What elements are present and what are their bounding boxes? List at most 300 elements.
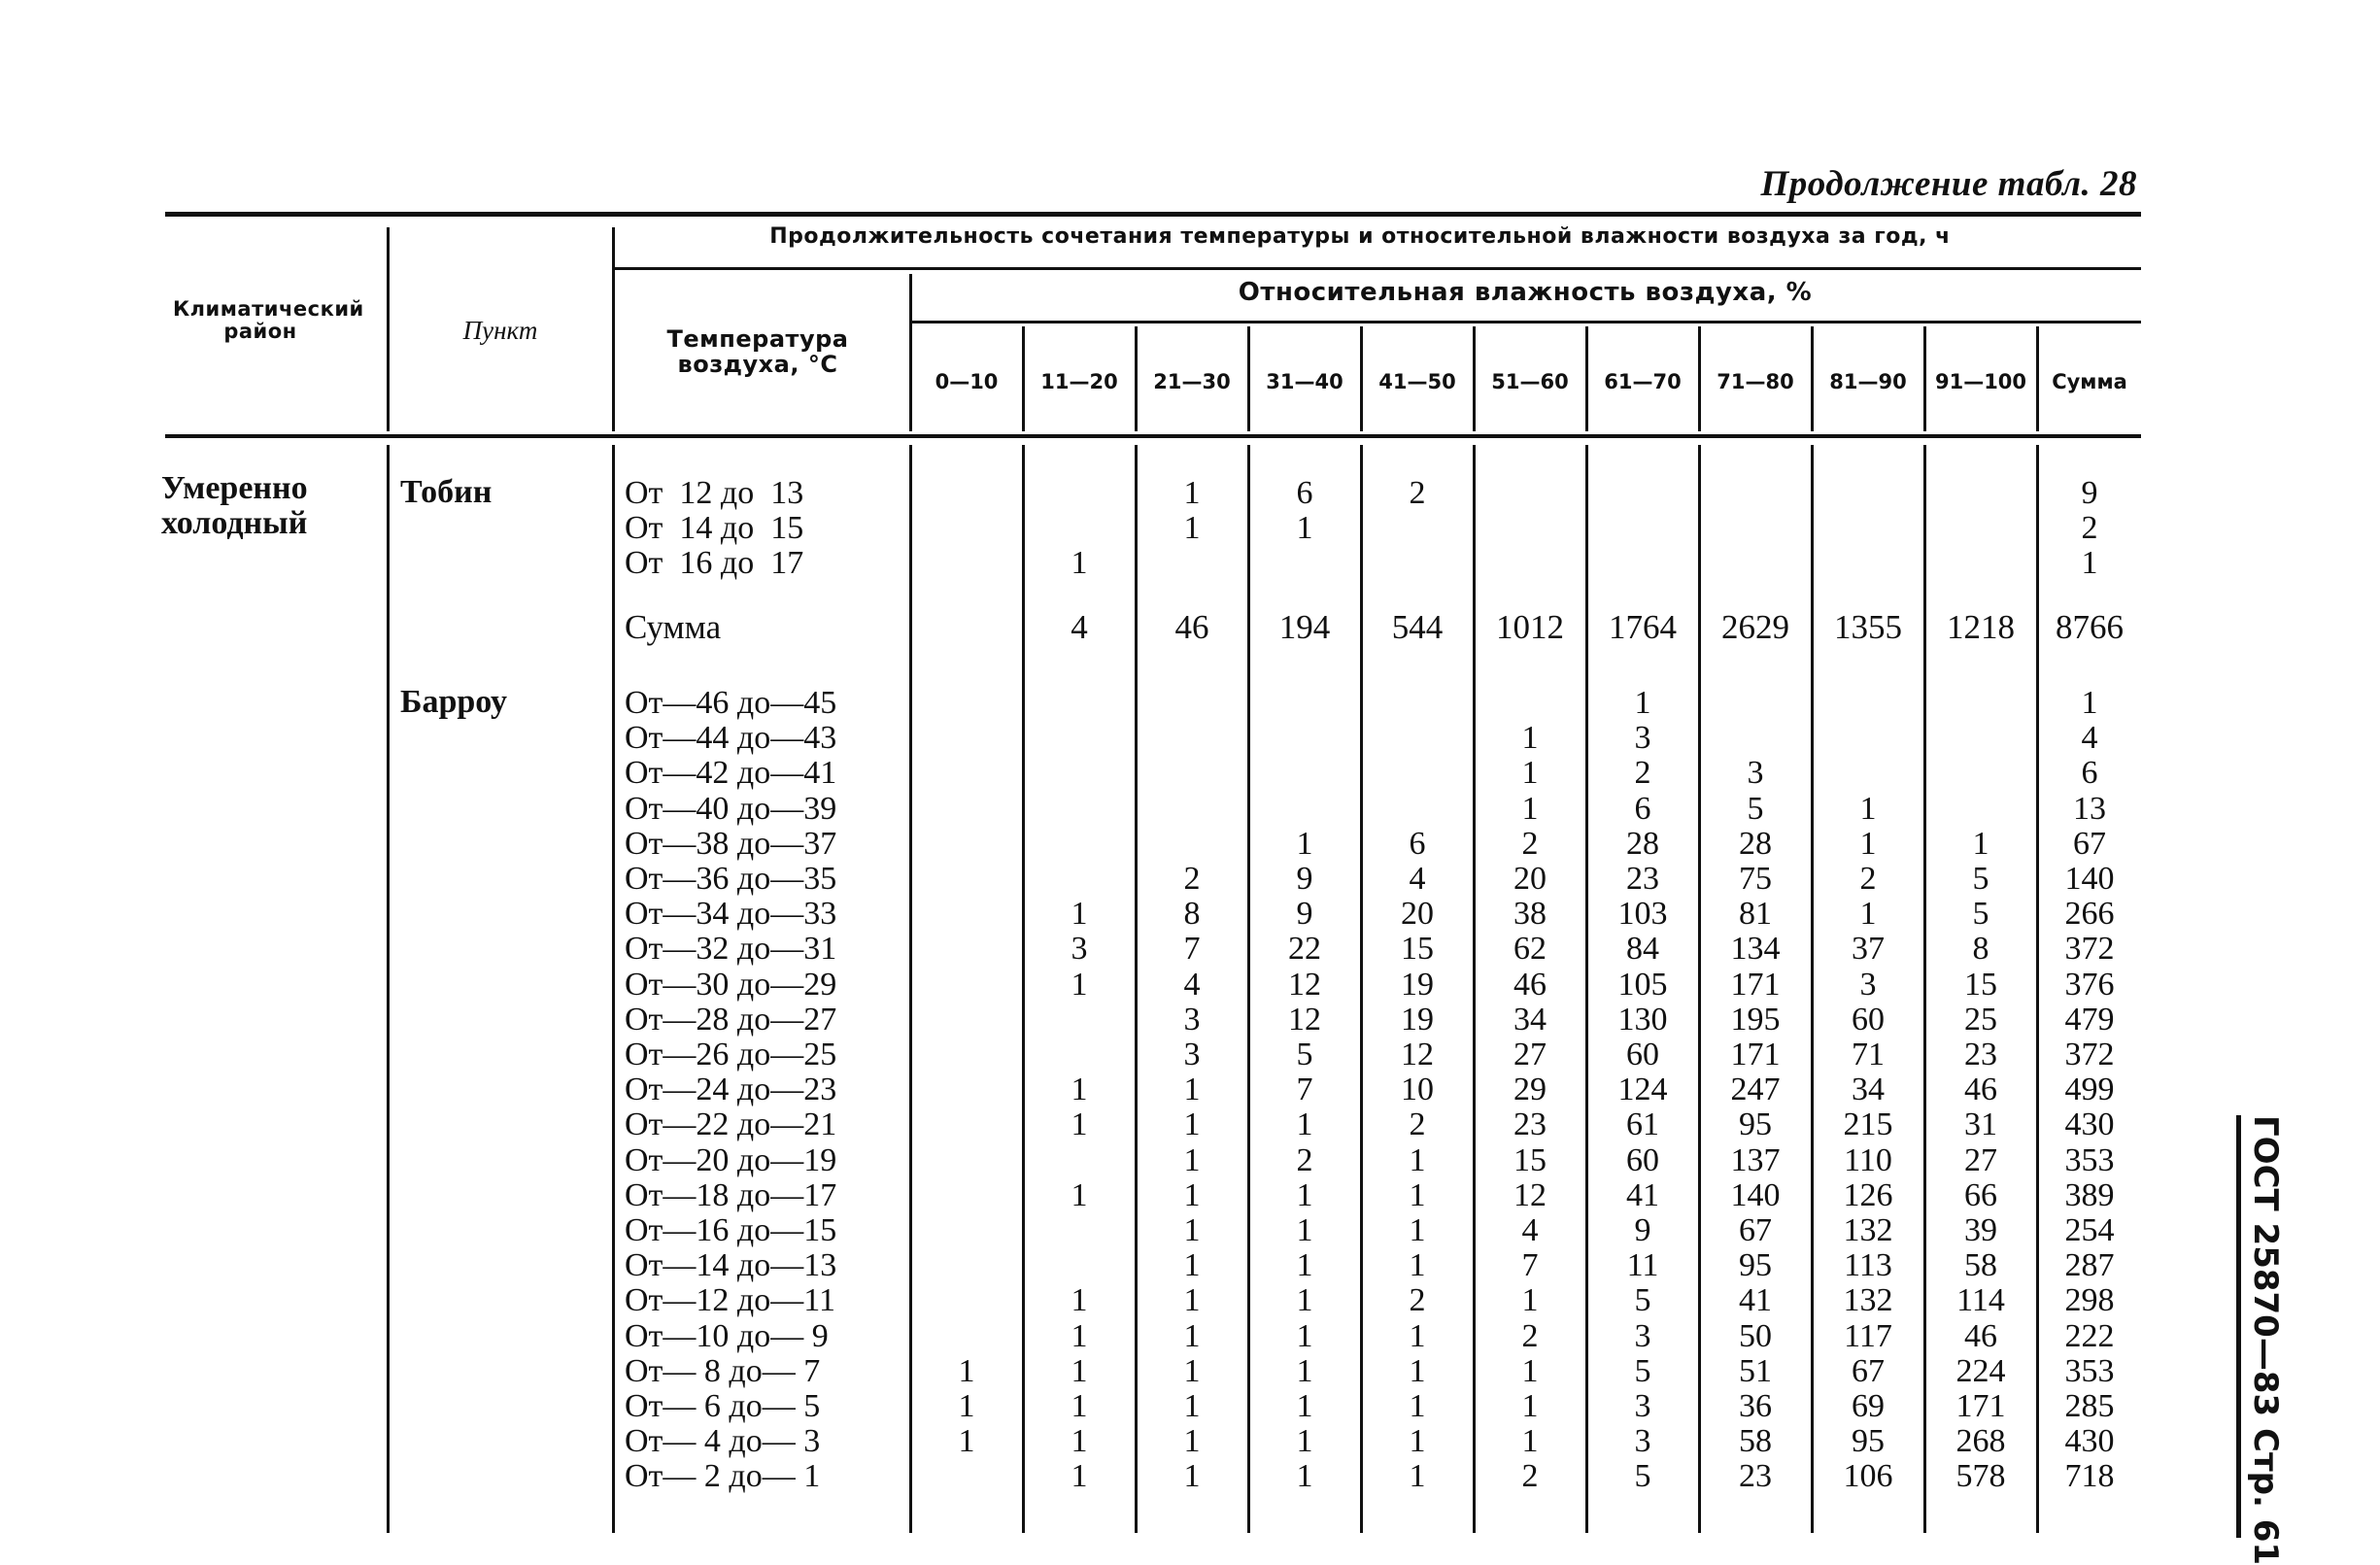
temperature-range: От—36 до—35 <box>625 861 837 897</box>
duration-cell: 7 <box>1296 1072 1313 1108</box>
duration-cell: 1 <box>1071 966 1088 1003</box>
duration-cell: 2 <box>1521 825 1539 862</box>
row-total: 430 <box>2064 1423 2115 1460</box>
table-row <box>0 1038 2380 1072</box>
row-total: 372 <box>2064 931 2115 968</box>
duration-cell: 3 <box>1183 1037 1201 1072</box>
duration-cell: 1 <box>1071 1423 1088 1460</box>
table-row <box>0 1283 2380 1318</box>
duration-cell: 1 <box>1183 1388 1201 1424</box>
duration-cell: 29 <box>1513 1072 1547 1108</box>
row-total: 298 <box>2064 1282 2115 1319</box>
temperature-range: От—24 до—23 <box>625 1072 837 1108</box>
duration-cell: 9 <box>1634 1212 1651 1248</box>
duration-cell: 126 <box>1843 1176 1893 1213</box>
duration-cell: 1 <box>1409 1141 1426 1178</box>
duration-cell: 10 <box>1401 1072 1434 1108</box>
duration-cell: 2 <box>1183 861 1201 897</box>
duration-cell: 171 <box>1955 1388 2006 1424</box>
duration-cell: 3 <box>1071 931 1088 968</box>
duration-cell: 1 <box>1521 755 1539 792</box>
duration-cell: 1 <box>1521 1352 1539 1389</box>
header-divider <box>909 274 912 431</box>
duration-cell: 1 <box>1183 1072 1201 1108</box>
side-label-text: ГОСТ 25870—83 Стр. 61 <box>2246 1115 2285 1565</box>
duration-cell: 7 <box>1521 1247 1539 1284</box>
temperature-range: От—46 до—45 <box>625 685 837 721</box>
duration-cell: 36 <box>1739 1388 1772 1424</box>
table-row <box>0 756 2380 791</box>
duration-cell: 124 <box>1617 1072 1668 1108</box>
row-total: 353 <box>2064 1352 2115 1389</box>
column-header-temperature: Температура воздуха, °С <box>666 325 849 379</box>
duration-cell: 1 <box>1409 1176 1426 1213</box>
duration-cell: 5 <box>1634 1352 1651 1389</box>
duration-cell: 2 <box>1634 755 1651 792</box>
duration-cell: 6 <box>1409 825 1426 862</box>
duration-cell: 15 <box>1401 931 1434 968</box>
table-row <box>0 686 2380 721</box>
duration-cell: 1 <box>1296 1388 1313 1424</box>
duration-group-rule <box>612 267 2141 270</box>
duration-cell: 113 <box>1844 1247 1892 1284</box>
temperature-range: От—16 до—15 <box>625 1212 837 1248</box>
duration-cell: 103 <box>1617 896 1668 933</box>
duration-cell: 23 <box>1739 1458 1772 1495</box>
duration-cell: 1 <box>1296 1212 1313 1248</box>
duration-cell: 20 <box>1401 896 1434 933</box>
duration-cell: 171 <box>1730 1037 1781 1072</box>
row-total: 13 <box>2073 790 2106 827</box>
duration-cell: 27 <box>1513 1037 1547 1072</box>
table-row <box>0 932 2380 967</box>
duration-cell: 1 <box>1071 896 1088 933</box>
duration-cell: 132 <box>1843 1282 1893 1319</box>
duration-cell: 58 <box>1739 1423 1772 1460</box>
humidity-group-rule <box>911 321 2141 323</box>
duration-cell: 1 <box>1071 1317 1088 1354</box>
temperature-range: От—26 до—25 <box>625 1037 837 1072</box>
duration-cell: 1 <box>958 1388 975 1424</box>
row-total: 353 <box>2064 1141 2115 1178</box>
duration-cell: 130 <box>1617 1001 1668 1038</box>
column-header-humidity-range: 91—100 <box>1934 370 2027 393</box>
duration-cell: 1 <box>1521 720 1539 757</box>
duration-cell: 3 <box>1634 1388 1651 1424</box>
duration-cell: 11 <box>1626 1247 1659 1284</box>
temperature-range: От—44 до—43 <box>625 720 837 757</box>
duration-cell: 544 <box>1391 608 1444 646</box>
duration-cell: 1 <box>1183 1458 1201 1495</box>
duration-cell: 3 <box>1859 966 1877 1003</box>
table-row <box>0 721 2380 756</box>
duration-cell: 4 <box>1071 608 1088 646</box>
temperature-range: От—20 до—19 <box>625 1141 837 1178</box>
duration-cell: 27 <box>1964 1141 1997 1178</box>
side-rule <box>2236 1115 2241 1538</box>
row-total: 389 <box>2064 1176 2115 1213</box>
duration-cell: 1 <box>1296 1282 1313 1319</box>
sum-label: Сумма <box>625 608 722 646</box>
duration-cell: 1 <box>1859 896 1877 933</box>
table-row <box>0 1248 2380 1283</box>
duration-cell: 1218 <box>1947 608 2015 646</box>
standard-page-label <box>2234 1115 2293 1565</box>
temperature-range: От—10 до— 9 <box>625 1317 829 1354</box>
temperature-range: От— 8 до— 7 <box>625 1352 821 1389</box>
duration-cell: 62 <box>1513 931 1547 968</box>
row-total: 4 <box>2081 720 2098 757</box>
duration-cell: 1 <box>1183 1352 1201 1389</box>
row-total: 372 <box>2064 1037 2115 1072</box>
duration-cell: 1 <box>1071 1282 1088 1319</box>
duration-cell: 12 <box>1288 1001 1321 1038</box>
row-total: 1 <box>2081 685 2098 721</box>
temperature-range: От— 6 до— 5 <box>625 1388 821 1424</box>
duration-cell: 5 <box>1634 1458 1651 1495</box>
climatic-region: Умеренно холодный <box>161 470 308 541</box>
table-row <box>0 1459 2380 1494</box>
table-row <box>0 1424 2380 1459</box>
sum-row <box>0 610 2380 645</box>
row-total: 8766 <box>2056 608 2124 646</box>
duration-cell: 95 <box>1852 1423 1885 1460</box>
duration-cell: 1 <box>1859 790 1877 827</box>
duration-cell: 81 <box>1739 896 1772 933</box>
row-total: 6 <box>2081 755 2098 792</box>
duration-cell: 12 <box>1513 1176 1547 1213</box>
point-name: Тобин <box>400 474 493 510</box>
row-total: 718 <box>2064 1458 2115 1495</box>
header-bottom-rule <box>165 434 2141 438</box>
duration-cell: 268 <box>1955 1423 2006 1460</box>
column-header-humidity-range: 21—30 <box>1153 370 1231 393</box>
duration-cell: 1 <box>1296 1317 1313 1354</box>
row-total: 67 <box>2073 825 2106 862</box>
duration-cell: 5 <box>1296 1037 1313 1072</box>
table-row <box>0 1072 2380 1107</box>
group-header-duration: Продолжительность сочетания температуры и относительной влажности воздуха за год, ч <box>769 224 1951 249</box>
duration-cell: 1 <box>1183 1247 1201 1284</box>
table-row <box>0 1178 2380 1213</box>
row-total: 2 <box>2081 510 2098 547</box>
duration-cell: 95 <box>1739 1247 1772 1284</box>
temperature-range: От— 4 до— 3 <box>625 1423 821 1460</box>
duration-cell: 1 <box>1296 510 1313 547</box>
duration-cell: 134 <box>1730 931 1781 968</box>
header-divider <box>387 227 390 431</box>
temperature-range: От—22 до—21 <box>625 1106 837 1143</box>
table-row <box>0 792 2380 827</box>
temperature-range: От 14 до 15 <box>625 510 804 547</box>
column-header-humidity-range: 61—70 <box>1604 370 1682 393</box>
duration-cell: 1 <box>1071 1072 1088 1108</box>
duration-cell: 46 <box>1964 1072 1997 1108</box>
duration-cell: 1 <box>1972 825 1989 862</box>
row-total: 430 <box>2064 1106 2115 1143</box>
point-name: Барроу <box>400 684 508 720</box>
duration-cell: 1 <box>1409 1212 1426 1248</box>
duration-cell: 51 <box>1739 1352 1772 1389</box>
duration-cell: 12 <box>1288 966 1321 1003</box>
duration-cell: 1 <box>1183 1212 1201 1248</box>
duration-cell: 224 <box>1955 1352 2006 1389</box>
temperature-range: От—42 до—41 <box>625 755 837 792</box>
duration-cell: 117 <box>1844 1317 1892 1354</box>
row-total: 254 <box>2064 1212 2115 1248</box>
temperature-range: От—38 до—37 <box>625 825 837 862</box>
duration-cell: 58 <box>1964 1247 1997 1284</box>
duration-cell: 50 <box>1739 1317 1772 1354</box>
column-header-humidity-range: 81—90 <box>1829 370 1907 393</box>
duration-cell: 132 <box>1843 1212 1893 1248</box>
duration-cell: 1 <box>1071 1458 1088 1495</box>
row-total: 9 <box>2081 475 2098 511</box>
duration-cell: 2 <box>1521 1458 1539 1495</box>
temperature-range: От—28 до—27 <box>625 1001 837 1038</box>
duration-cell: 19 <box>1401 1001 1434 1038</box>
duration-cell: 1 <box>1409 1317 1426 1354</box>
duration-cell: 71 <box>1852 1037 1885 1072</box>
duration-cell: 41 <box>1739 1282 1772 1319</box>
temperature-range: От—14 до—13 <box>625 1247 837 1284</box>
duration-cell: 1 <box>1409 1458 1426 1495</box>
duration-cell: 1 <box>1183 475 1201 511</box>
duration-cell: 23 <box>1513 1106 1547 1143</box>
duration-cell: 1 <box>1409 1247 1426 1284</box>
duration-cell: 9 <box>1296 861 1313 897</box>
duration-cell: 34 <box>1513 1001 1547 1038</box>
column-header-humidity-range: 11—20 <box>1040 370 1118 393</box>
temperature-range: От—30 до—29 <box>625 966 837 1003</box>
column-header-humidity-range: 0—10 <box>935 370 999 393</box>
column-header-humidity-range: Сумма <box>2052 370 2127 393</box>
duration-cell: 1 <box>1071 1352 1088 1389</box>
temperature-range: От—18 до—17 <box>625 1176 837 1213</box>
duration-cell: 67 <box>1852 1352 1885 1389</box>
duration-cell: 1 <box>1183 510 1201 547</box>
duration-cell: 137 <box>1730 1141 1781 1178</box>
duration-cell: 1 <box>1183 1176 1201 1213</box>
duration-cell: 19 <box>1401 966 1434 1003</box>
duration-cell: 2 <box>1296 1141 1313 1178</box>
duration-cell: 69 <box>1852 1388 1885 1424</box>
duration-cell: 60 <box>1626 1141 1659 1178</box>
duration-cell: 3 <box>1634 1317 1651 1354</box>
duration-cell: 1 <box>1409 1423 1426 1460</box>
row-total: 266 <box>2064 896 2115 933</box>
duration-cell: 215 <box>1843 1106 1893 1143</box>
duration-cell: 1 <box>1296 1176 1313 1213</box>
duration-cell: 247 <box>1730 1072 1781 1108</box>
duration-cell: 15 <box>1964 966 1997 1003</box>
duration-cell: 41 <box>1626 1176 1659 1213</box>
duration-cell: 171 <box>1730 966 1781 1003</box>
table-row <box>0 1319 2380 1354</box>
duration-cell: 60 <box>1852 1001 1885 1038</box>
table-row <box>0 1107 2380 1142</box>
table-row <box>0 897 2380 932</box>
duration-cell: 3 <box>1634 720 1651 757</box>
duration-cell: 4 <box>1183 966 1201 1003</box>
duration-cell: 23 <box>1964 1037 1997 1072</box>
duration-cell: 1 <box>1521 1388 1539 1424</box>
temperature-range: От 16 до 17 <box>625 545 804 582</box>
duration-cell: 15 <box>1513 1141 1547 1178</box>
duration-cell: 1 <box>1521 1282 1539 1319</box>
duration-cell: 46 <box>1964 1317 1997 1354</box>
duration-cell: 1012 <box>1496 608 1564 646</box>
top-rule <box>165 212 2141 217</box>
duration-cell: 60 <box>1626 1037 1659 1072</box>
duration-cell: 2 <box>1409 1106 1426 1143</box>
duration-cell: 12 <box>1401 1037 1434 1072</box>
duration-cell: 1 <box>1183 1317 1201 1354</box>
duration-cell: 114 <box>1956 1282 2005 1319</box>
duration-cell: 2 <box>1409 475 1426 511</box>
duration-cell: 34 <box>1852 1072 1885 1108</box>
table-caption: Продолжение табл. 28 <box>1760 164 2137 204</box>
duration-cell: 1 <box>1521 1423 1539 1460</box>
duration-cell: 1 <box>1296 1352 1313 1389</box>
column-header-humidity-range: 71—80 <box>1717 370 1794 393</box>
table-row <box>0 1003 2380 1038</box>
duration-cell: 28 <box>1626 825 1659 862</box>
duration-cell: 5 <box>1747 790 1764 827</box>
row-total: 287 <box>2064 1247 2115 1284</box>
duration-cell: 46 <box>1513 966 1547 1003</box>
duration-cell: 6 <box>1296 475 1313 511</box>
duration-cell: 1 <box>1409 1352 1426 1389</box>
duration-cell: 84 <box>1626 931 1659 968</box>
duration-cell: 110 <box>1844 1141 1892 1178</box>
duration-cell: 4 <box>1409 861 1426 897</box>
duration-cell: 3 <box>1634 1423 1651 1460</box>
table-row <box>0 1354 2380 1389</box>
duration-cell: 25 <box>1964 1001 1997 1038</box>
duration-cell: 67 <box>1739 1212 1772 1248</box>
header-divider <box>612 227 615 431</box>
duration-cell: 1 <box>1296 1423 1313 1460</box>
temperature-range: От 12 до 13 <box>625 475 804 511</box>
duration-cell: 195 <box>1730 1001 1781 1038</box>
duration-cell: 194 <box>1278 608 1331 646</box>
duration-cell: 3 <box>1747 755 1764 792</box>
duration-cell: 8 <box>1183 896 1201 933</box>
column-header-humidity-range: 41—50 <box>1378 370 1456 393</box>
duration-cell: 38 <box>1513 896 1547 933</box>
duration-cell: 31 <box>1964 1106 1997 1143</box>
duration-cell: 23 <box>1626 861 1659 897</box>
row-total: 499 <box>2064 1072 2115 1108</box>
column-header-humidity-range: 31—40 <box>1266 370 1343 393</box>
duration-cell: 105 <box>1617 966 1668 1003</box>
group-header-humidity: Относительная влажность воздуха, % <box>1238 278 1813 307</box>
duration-cell: 1 <box>1296 1106 1313 1143</box>
duration-cell: 8 <box>1972 931 1989 968</box>
duration-cell: 66 <box>1964 1176 1997 1213</box>
temperature-range: От—40 до—39 <box>625 790 837 827</box>
duration-cell: 20 <box>1513 861 1547 897</box>
duration-cell: 37 <box>1852 931 1885 968</box>
temperature-range: От—12 до—11 <box>625 1282 835 1319</box>
duration-cell: 39 <box>1964 1212 1997 1248</box>
duration-cell: 1 <box>1634 685 1651 721</box>
duration-cell: 95 <box>1739 1106 1772 1143</box>
duration-cell: 1 <box>1071 1388 1088 1424</box>
duration-cell: 46 <box>1174 608 1209 646</box>
duration-cell: 106 <box>1843 1458 1893 1495</box>
duration-cell: 1 <box>958 1423 975 1460</box>
duration-cell: 1 <box>1071 1176 1088 1213</box>
duration-cell: 1 <box>1859 825 1877 862</box>
table-row <box>0 1143 2380 1178</box>
duration-cell: 1 <box>1296 825 1313 862</box>
duration-cell: 75 <box>1739 861 1772 897</box>
table-row <box>0 827 2380 862</box>
duration-cell: 3 <box>1183 1001 1201 1038</box>
duration-cell: 1355 <box>1834 608 1902 646</box>
duration-cell: 9 <box>1296 896 1313 933</box>
row-total: 285 <box>2064 1388 2115 1424</box>
table-row <box>0 1389 2380 1424</box>
table-row <box>0 476 2380 511</box>
duration-cell: 1 <box>1296 1247 1313 1284</box>
row-total: 1 <box>2081 545 2098 582</box>
column-header-region: Климатический район <box>173 297 364 344</box>
duration-cell: 1 <box>1183 1141 1201 1178</box>
duration-cell: 4 <box>1521 1212 1539 1248</box>
column-header-humidity-range: 51—60 <box>1491 370 1569 393</box>
duration-cell: 1 <box>1521 790 1539 827</box>
duration-cell: 5 <box>1972 896 1989 933</box>
duration-cell: 578 <box>1955 1458 2006 1495</box>
duration-cell: 2629 <box>1721 608 1789 646</box>
temperature-range: От—34 до—33 <box>625 896 837 933</box>
duration-cell: 1764 <box>1609 608 1677 646</box>
duration-cell: 6 <box>1634 790 1651 827</box>
duration-cell: 2 <box>1409 1282 1426 1319</box>
temperature-range: От—32 до—31 <box>625 931 837 968</box>
duration-cell: 1 <box>1183 1282 1201 1319</box>
duration-cell: 1 <box>1183 1423 1201 1460</box>
duration-cell: 2 <box>1521 1317 1539 1354</box>
table-row <box>0 1213 2380 1248</box>
duration-cell: 5 <box>1972 861 1989 897</box>
duration-cell: 61 <box>1626 1106 1659 1143</box>
column-header-point: Пункт <box>462 316 538 345</box>
duration-cell: 2 <box>1859 861 1877 897</box>
duration-cell: 5 <box>1634 1282 1651 1319</box>
table-row <box>0 511 2380 546</box>
table-row <box>0 546 2380 581</box>
row-total: 140 <box>2064 861 2115 897</box>
row-total: 479 <box>2064 1001 2115 1038</box>
duration-cell: 1 <box>958 1352 975 1389</box>
duration-cell: 1 <box>1409 1388 1426 1424</box>
row-total: 222 <box>2064 1317 2115 1354</box>
duration-cell: 1 <box>1296 1458 1313 1495</box>
temperature-range: От— 2 до— 1 <box>625 1458 821 1495</box>
duration-cell: 1 <box>1071 1106 1088 1143</box>
duration-cell: 1 <box>1183 1106 1201 1143</box>
table-row <box>0 968 2380 1003</box>
table-row <box>0 862 2380 897</box>
row-total: 376 <box>2064 966 2115 1003</box>
duration-cell: 22 <box>1288 931 1321 968</box>
duration-cell: 140 <box>1730 1176 1781 1213</box>
duration-cell: 28 <box>1739 825 1772 862</box>
